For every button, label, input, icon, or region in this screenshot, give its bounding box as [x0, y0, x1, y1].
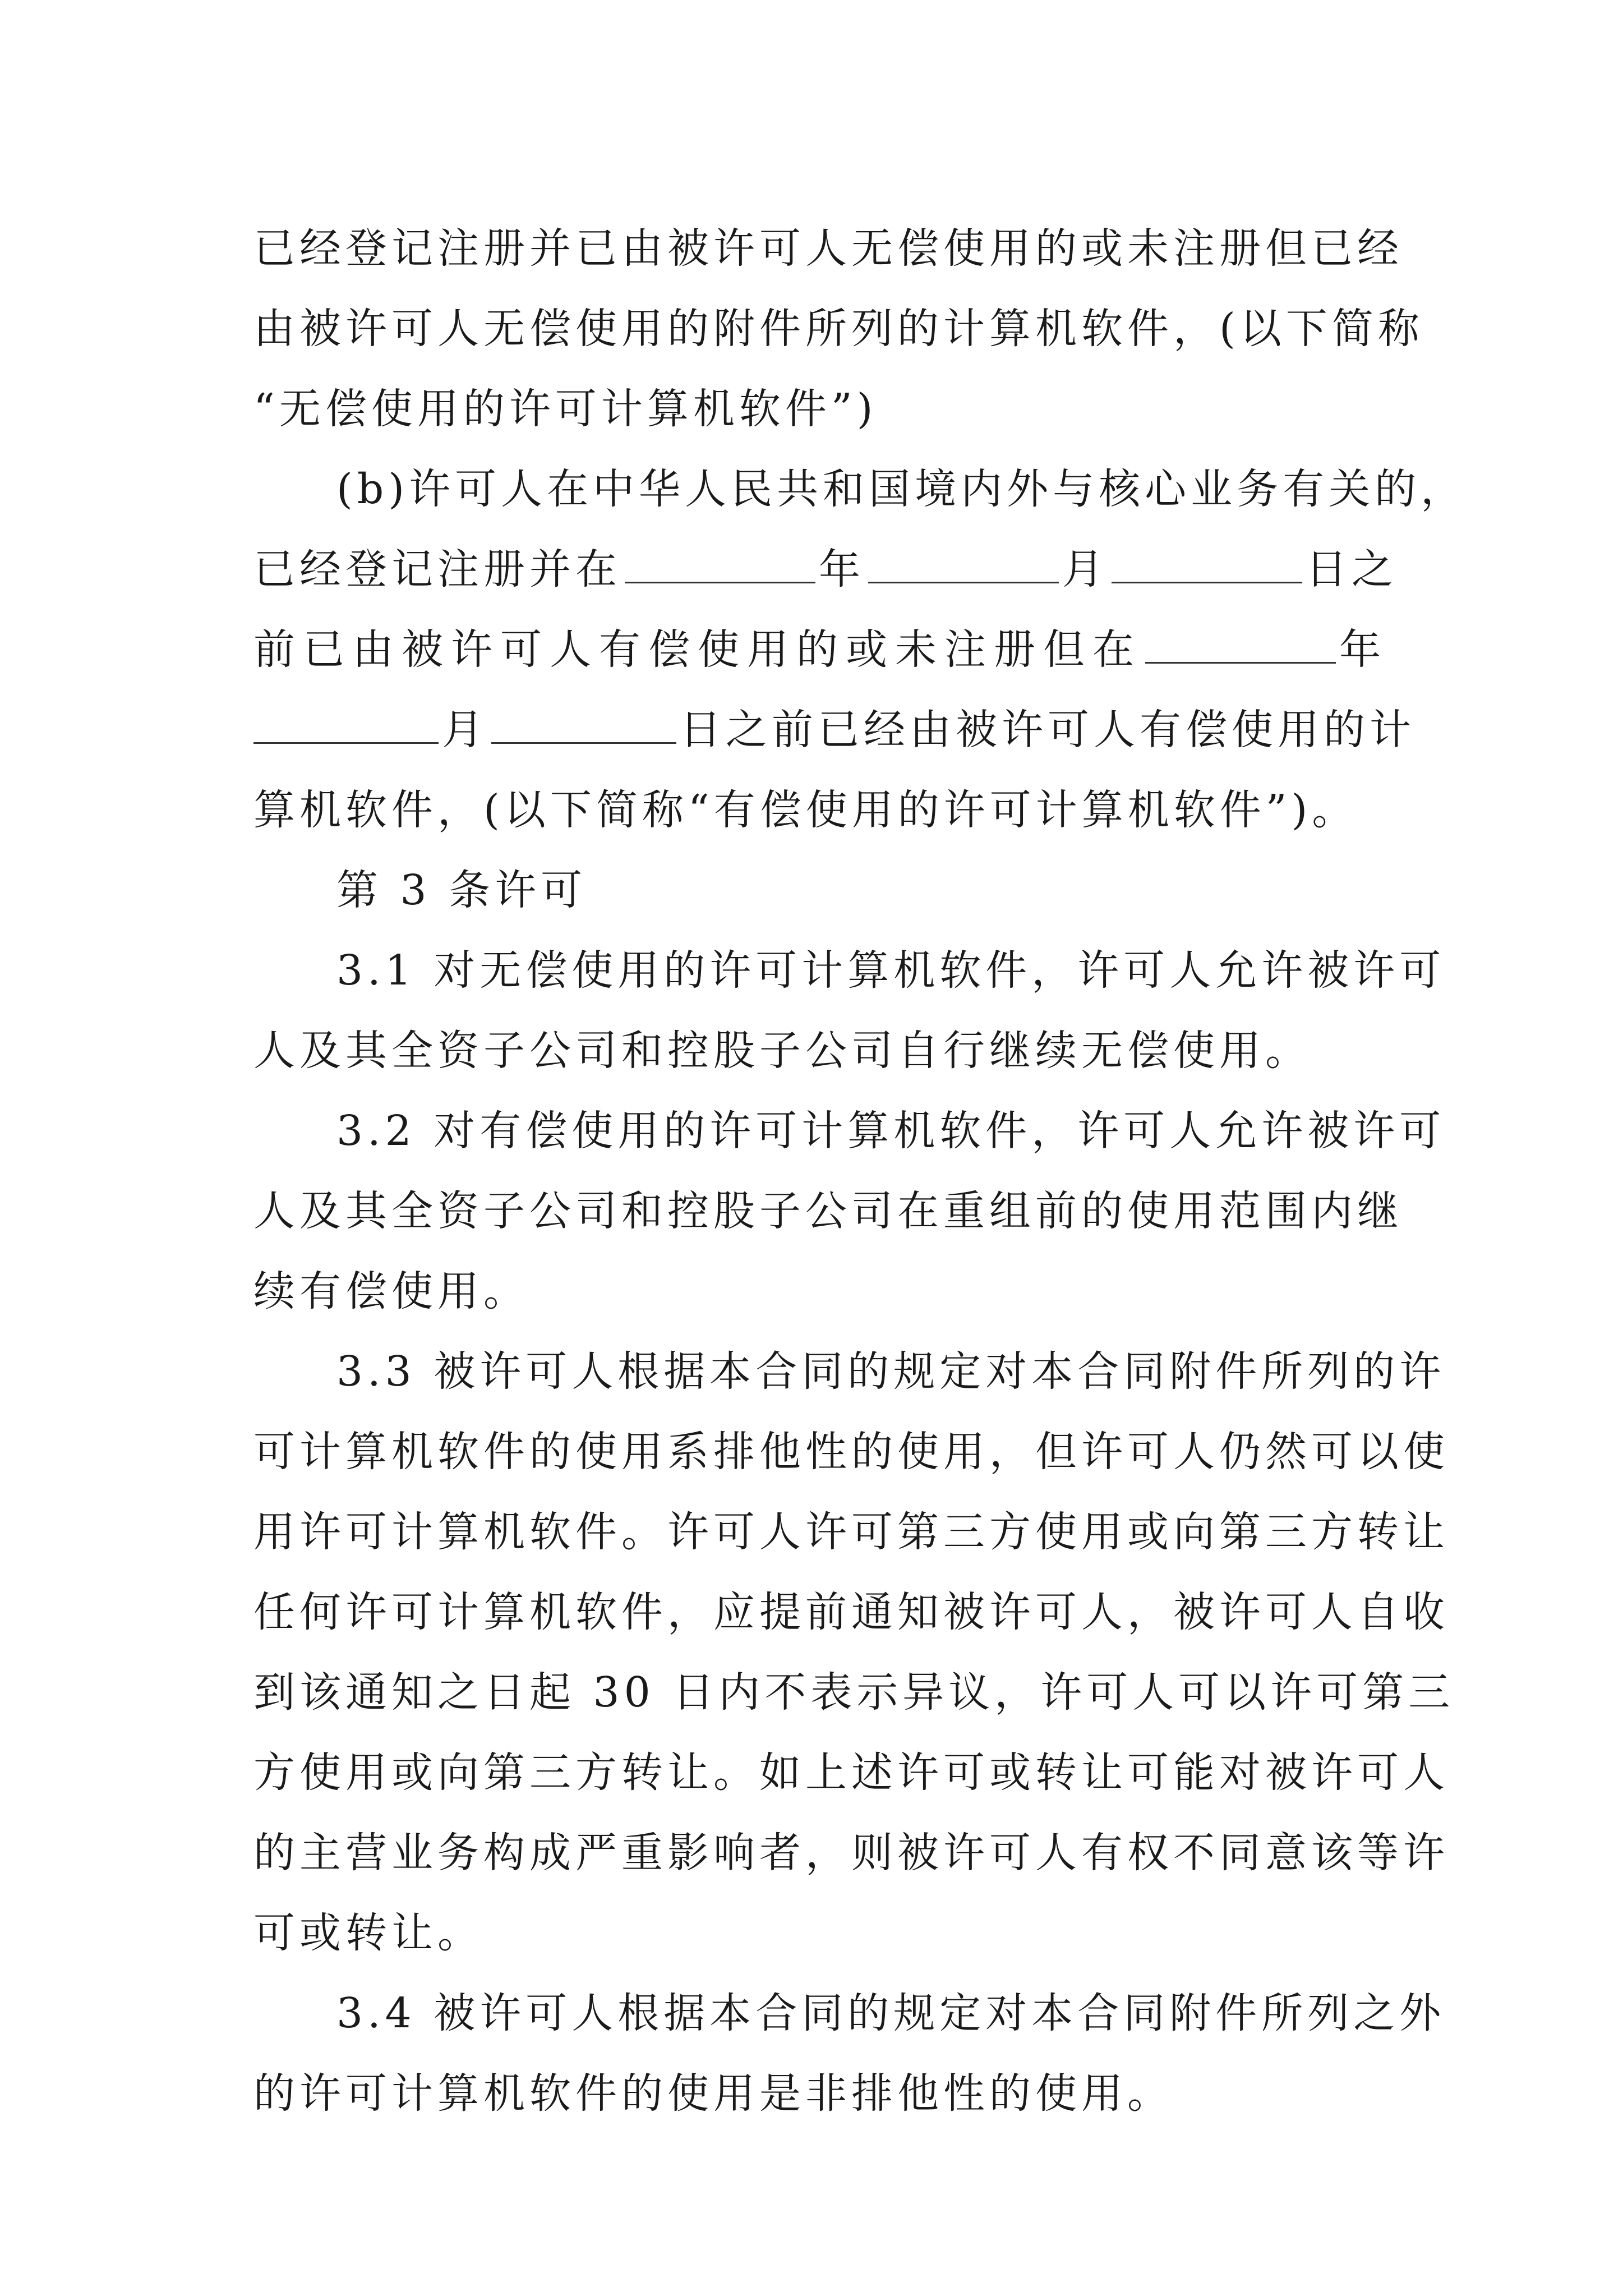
- text-line-with-blanks: [253, 610, 1389, 690]
- text-line: 人及其全资子公司和控股子公司在重组前的使用范围内继: [253, 1187, 1403, 1235]
- text-line-with-blanks: [253, 690, 1415, 770]
- text-line-with-blanks: [253, 530, 1398, 610]
- text-segment: 月: [1062, 545, 1108, 593]
- text-line: 3.2 对有偿使用的许可计算机软件，许可人允许被许可: [336, 1107, 1446, 1155]
- text-segment: 前已由被许可人有偿使用的或未注册但在: [253, 625, 1142, 674]
- text-line: 算机软件，(以下简称“有偿使用的许可计算机软件”)。: [253, 786, 1358, 834]
- blank-field-day: [1112, 540, 1302, 583]
- text-line: 已经登记注册并已由被许可人无偿使用的或未注册但已经: [253, 224, 1403, 273]
- blank-field-day: [491, 701, 676, 744]
- text-line: 方使用或向第三方转让。如上述许可或转让可能对被许可人: [253, 1749, 1449, 1797]
- text-line: (b)许可人在中华人民共和国境内外与核心业务有关的，: [336, 465, 1467, 513]
- text-segment: 月: [442, 706, 488, 754]
- blank-field-year: [1145, 620, 1336, 664]
- text-line: “无偿使用的许可计算机软件”): [253, 385, 878, 433]
- text-line: 的主营业务构成严重影响者，则被许可人有权不同意该等许: [253, 1829, 1449, 1877]
- text-segment: 已经登记注册并在: [253, 545, 621, 593]
- text-line: 3.1 对无偿使用的许可计算机软件，许可人允许被许可: [336, 946, 1446, 995]
- text-line: 由被许可人无偿使用的附件所列的计算机软件，(以下简称: [253, 305, 1424, 353]
- text-segment: 年: [1339, 625, 1389, 674]
- text-line: 任何许可计算机软件，应提前通知被许可人，被许可人自收: [253, 1588, 1449, 1636]
- text-line: 续有偿使用。: [253, 1267, 529, 1315]
- document-page: [253, 209, 1467, 2134]
- blank-field-month: [868, 540, 1059, 583]
- text-line: 的许可计算机软件的使用是非排他性的使用。: [253, 2069, 1173, 2118]
- text-segment: 日之前已经由被许可人有偿使用的计: [680, 706, 1415, 754]
- text-line: 3.3 被许可人根据本合同的规定对本合同附件所列的许: [336, 1347, 1446, 1396]
- text-line: 人及其全资子公司和控股子公司自行继续无偿使用。: [253, 1027, 1311, 1075]
- text-line: 到该通知之日起 30 日内不表示异议，许可人可以许可第三: [253, 1668, 1455, 1717]
- text-line: 3.4 被许可人根据本合同的规定对本合同附件所列之外: [336, 1989, 1446, 2037]
- blank-field-month: [253, 701, 439, 744]
- text-segment: 年: [819, 545, 865, 593]
- text-line: 可或转让。: [253, 1909, 483, 1957]
- text-segment: 日之: [1306, 545, 1398, 593]
- section-heading: 第 3 条许可: [336, 866, 587, 914]
- text-line: 用许可计算机软件。许可人许可第三方使用或向第三方转让: [253, 1508, 1449, 1556]
- text-line: 可计算机软件的使用系排他性的使用，但许可人仍然可以使: [253, 1428, 1449, 1476]
- blank-field-year: [625, 540, 815, 583]
